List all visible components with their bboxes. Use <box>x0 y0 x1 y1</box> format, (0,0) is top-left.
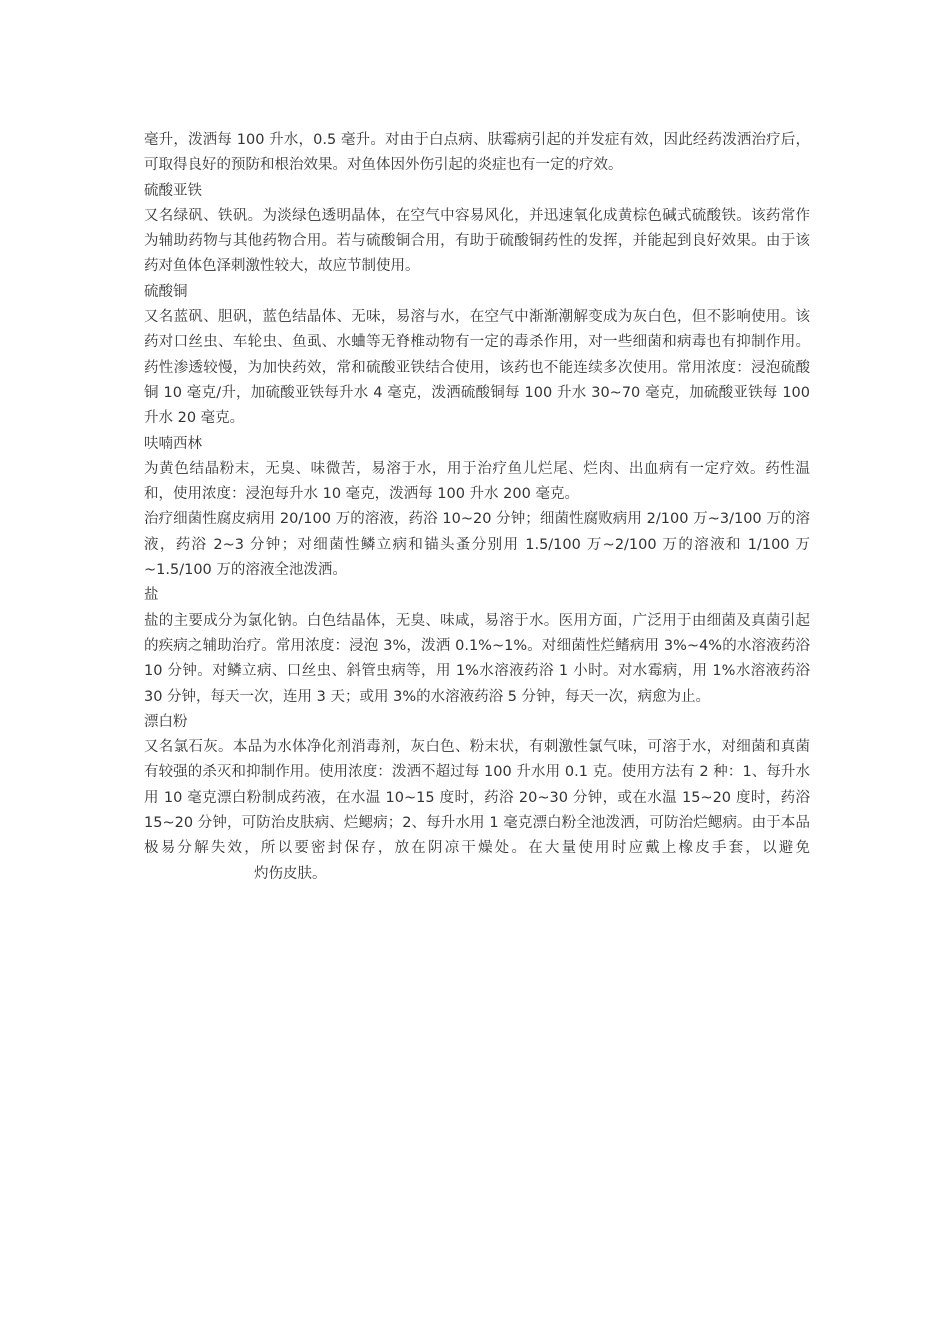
section-title-ferrous-sulfate: 硫酸亚铁 <box>144 182 202 199</box>
section-paragraph <box>144 735 810 887</box>
section-paragraph: 盐的主要成分为氯化钠。白色结晶体，无臭、味咸，易溶于水。医用方面，广泛用于由细菌及真菌引起的疾病之辅助治疗。常用浓度：浸泡 3%，泼洒 0.1%~1%。对细菌性烂鳍病用 3%~4%的水溶液药浴 10 分钟。对鳞立病、口丝虫、斜管虫病等，用 1%水溶液药浴 1 小时。对水霉病，用 1%水溶液药浴 30 分钟，每天一次，连用 3 天；或用 3%的水溶液药浴 5 分钟，每天一次，病愈为止。 <box>144 612 810 705</box>
section-paragraph: 又名绿矾、铁矾。为淡绿色透明晶体，在空气中容易风化，并迅速氧化成黄棕色碱式硫酸铁。该药常作为辅助药物与其他药物合用。若与硫酸铜合用，有助于硫酸铜药性的发挥，并能起到良好效果。由于该药对鱼体色泽刺激性较大，故应节制使用。 <box>144 207 810 275</box>
section-paragraph: 又名蓝矾、胆矾，蓝色结晶体、无味，易溶与水，在空气中渐渐潮解变成为灰白色，但不影响使用。该药对口丝虫、车轮虫、鱼虱、水蛐等无脊椎动物有一定的毒杀作用，对一些细菌和病毒也有抑制作用。药性渗透较慢，为加快药效，常和硫酸亚铁结合使用，该药也不能连续多次使用。常用浓度：浸泡硫酸铜 10 毫克/升，加硫酸亚铁每升水 4 毫克，泼洒硫酸铜每 100 升水 30~70 毫克，加硫酸亚铁每 100 升水 20 毫克。 <box>144 309 810 427</box>
document-body <box>144 128 810 887</box>
section-paragraph: 为黄色结晶粉末，无臭、味微苦，易溶于水，用于治疗鱼儿烂尾、烂肉、出血病有一定疗效。药性温和，使用浓度：浸泡每升水 10 毫克，泼洒每 100 升水 200 毫克。 <box>144 460 810 503</box>
section-paragraph-tail: 灼伤皮肤。 <box>254 865 327 882</box>
section-title-furacilin: 呋喃西林 <box>144 435 202 452</box>
section-title-bleaching-powder: 漂白粉 <box>144 713 188 730</box>
section-paragraph-text: 又名氯石灰。本品为水体净化剂消毒剂，灰白色、粉末状，有刺激性氯气味，可溶于水，对细菌和真菌有较强的杀灭和抑制作用。使用浓度：泼洒不超过每 100 升水用 0.1 克。使用方法有 2 种：1、每升水用 10 毫克漂白粉制成药液，在水温 10~15 度时，药浴 20~30 分钟，或在水温 15~20 度时，药浴 15~20 分钟，可防治皮肤病、烂鳃病；2、每升水用 1 毫克漂白粉全池泼洒，可防治烂鳃病。由于本品极易分解失效，所以要密封保存，放在阴凉干燥处。在大量使用时应戴上橡皮手套，以避免 <box>144 739 810 857</box>
section-paragraph: 治疗细菌性腐皮病用 20/100 万的溶液，药浴 10~20 分钟；细菌性腐败病用 2/100 万~3/100 万的溶液，药浴 2~3 分钟；对细菌性鳞立病和锚头蚤分别用 1.5/100 万~2/100 万的溶液和 1/100 万~1.5/100 万的溶液全池泼洒。 <box>144 511 810 579</box>
intro-paragraph: 毫升，泼洒每 100 升水，0.5 毫升。对由于白点病、肤霉病引起的并发症有效，因此经药泼洒治疗后，可取得良好的预防和根治效果。对鱼体因外伤引起的炎症也有一定的疗效。 <box>144 132 810 174</box>
section-title-copper-sulfate: 硫酸铜 <box>144 283 188 300</box>
section-title-salt: 盐 <box>144 587 159 604</box>
